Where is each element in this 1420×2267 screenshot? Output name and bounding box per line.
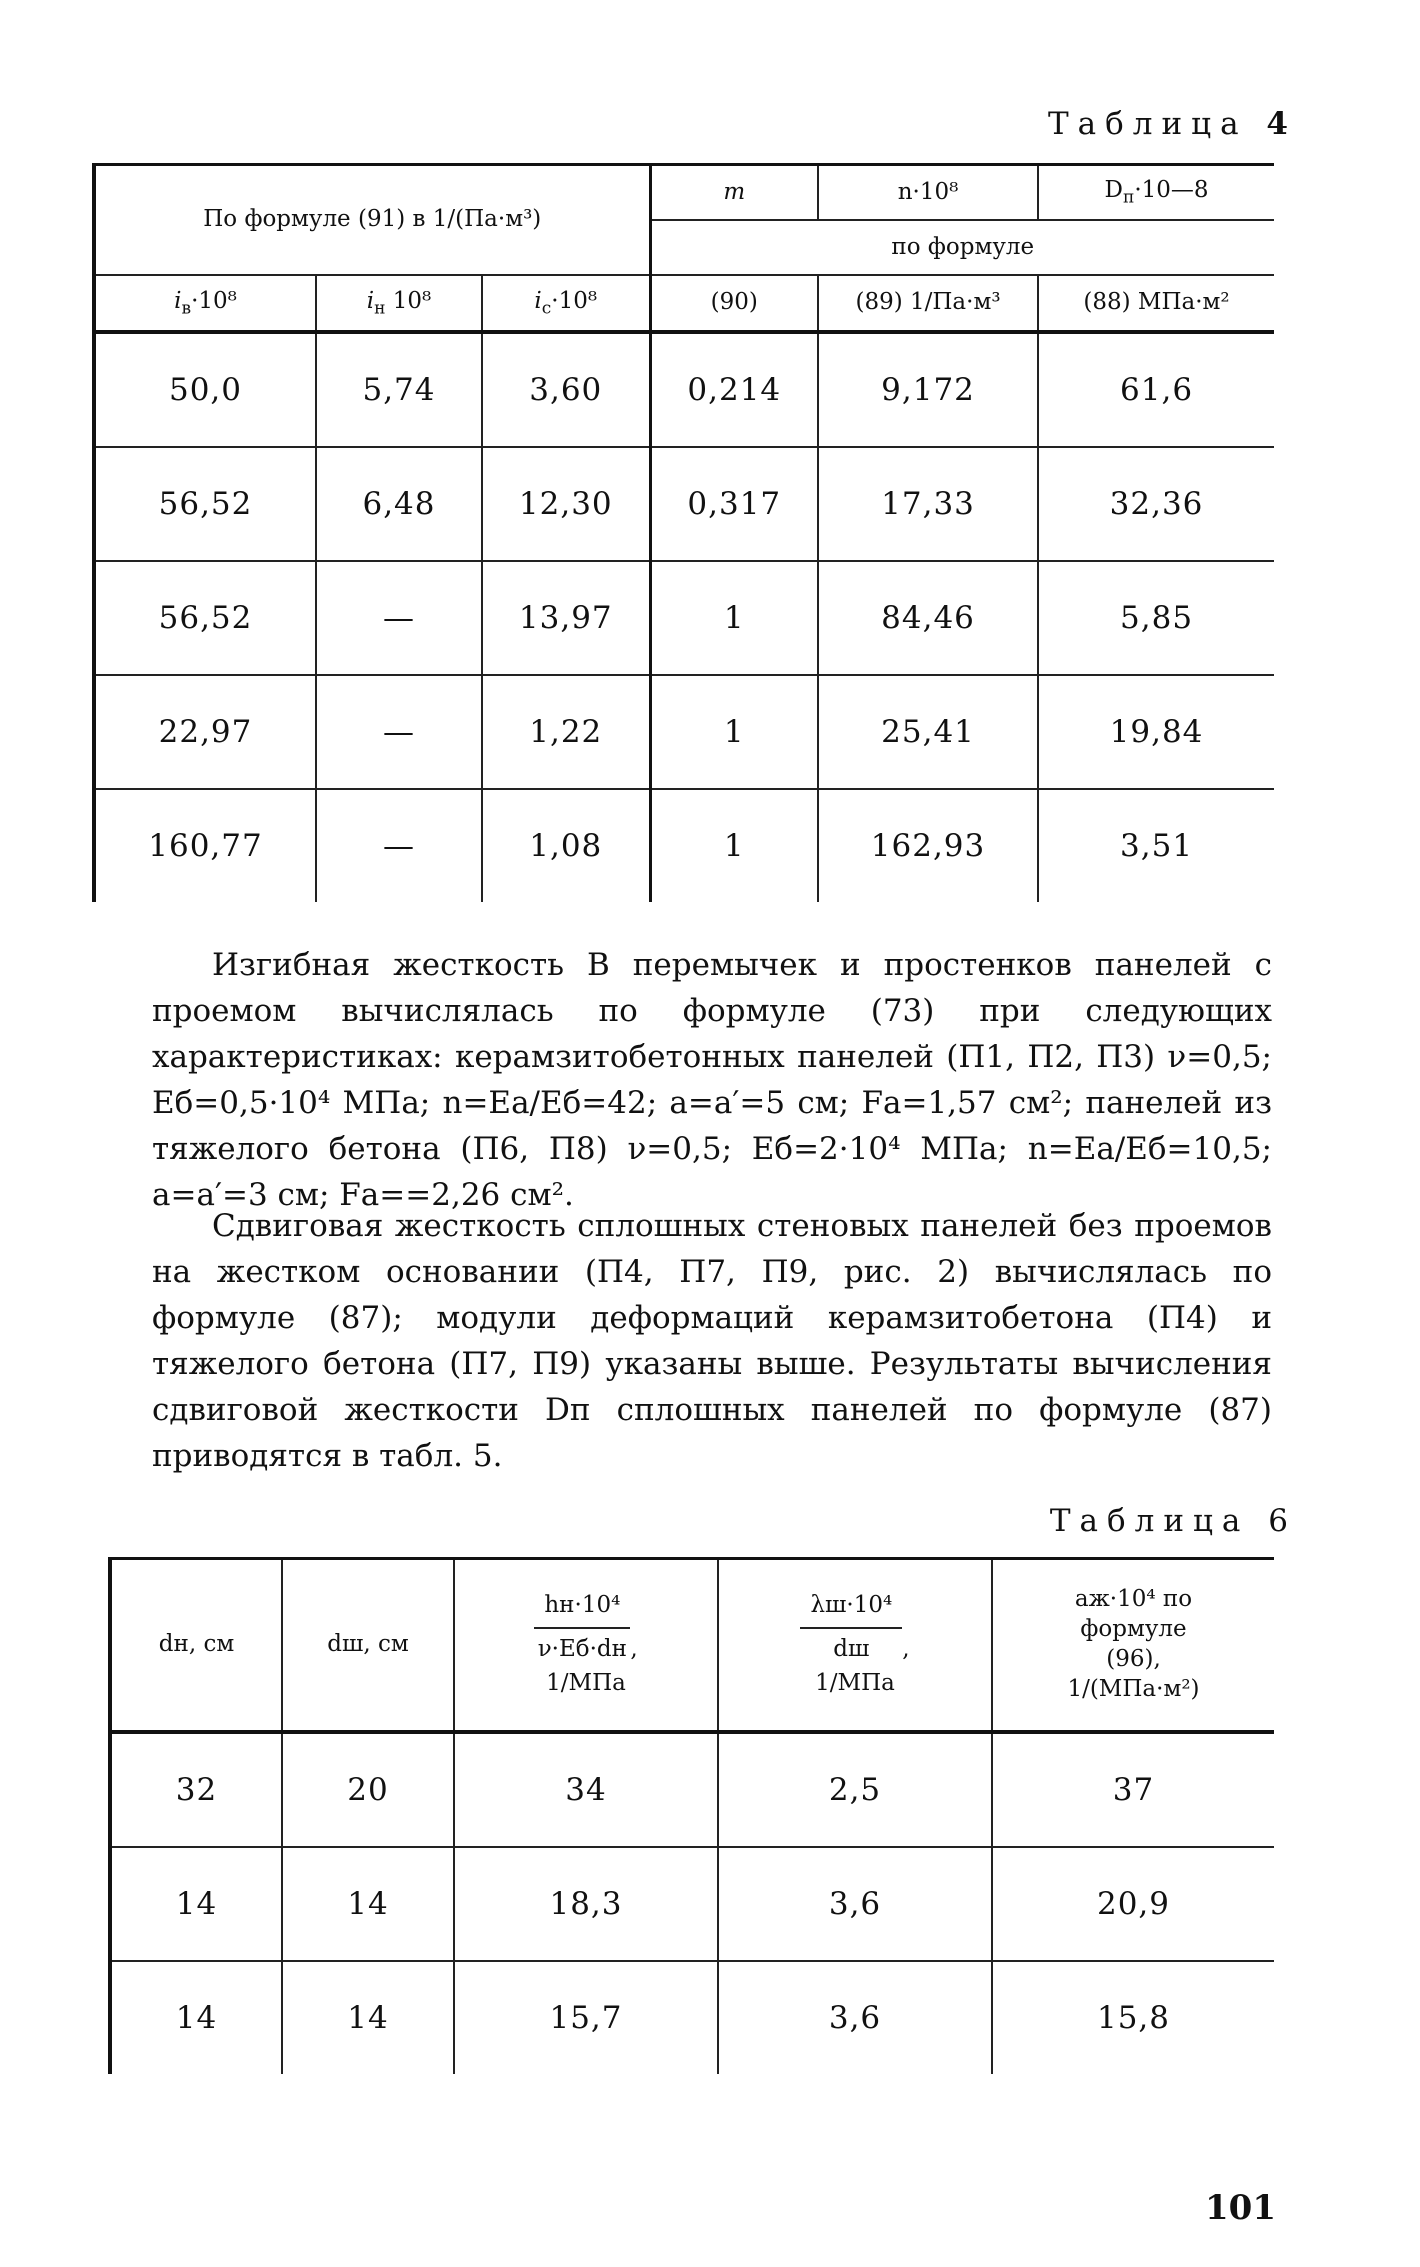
cell-dsh: 14	[282, 1847, 454, 1961]
cell-n: 17,33	[818, 447, 1038, 561]
table4-caption	[1048, 106, 1288, 142]
cell-dsh: 20	[282, 1732, 454, 1847]
table6-caption	[1050, 1503, 1288, 1539]
group-header-formula-91: По формуле (91) в 1/(Па·м³)	[94, 165, 650, 276]
table-4	[92, 163, 1274, 902]
cell-ic: 12,30	[482, 447, 650, 561]
cell-dp: 3,51	[1038, 789, 1274, 902]
cell-dp: 5,85	[1038, 561, 1274, 675]
cell-iv: 160,77	[94, 789, 316, 902]
header-in: $i_н$ 10⁸	[316, 275, 482, 332]
paragraph-shear-stiffness: Сдвиговая жесткость сплошных стеновых панелей без проемов на жестком основании (П4, П7, П9, рис. 2) вычислялась по формуле (87); модули деформаций керамзитобетона (П4) и тяжелого бетона (П7, П9) указаны выше. Результаты вычисления сдвиговой жесткости Dп сплошных панелей по формуле (87) приводятся в табл. 5.	[152, 1208, 1272, 1474]
header-formula-90: (90)	[650, 275, 818, 332]
cell-m: 0,317	[650, 447, 818, 561]
cell-in: —	[316, 789, 482, 902]
cell-hn: 18,3	[454, 1847, 718, 1961]
cell-hn: 15,7	[454, 1961, 718, 2074]
cell-n: 162,93	[818, 789, 1038, 902]
cell-in: 6,48	[316, 447, 482, 561]
cell-azh: 15,8	[992, 1961, 1274, 2074]
cell-azh: 20,9	[992, 1847, 1274, 1961]
paragraph-bending-stiffness: Изгибная жесткость B перемычек и простенков панелей с проемом вычислялась по формуле (73) при следующих характеристиках: керамзитобетонных панелей (П1, П2, П3) ν=0,5; Eб=0,5·10⁴ МПа; n=Eа/Eб=42; a=a′=5 см; Fа=1,57 см²; панелей из тяжелого бетона (П6, П8) ν=0,5; Eб=2·10⁴ МПа; n=Eа/Eб=10,5; a=a′=3 см; Fа==2,26 см².	[152, 947, 1272, 1213]
cell-in: 5,74	[316, 332, 482, 447]
header-lambda-fraction: $\frac{\text{λш·10⁴}}{dш}$ , 1/МПа	[718, 1559, 992, 1733]
cell-n: 9,172	[818, 332, 1038, 447]
cell-dn: 32	[110, 1732, 282, 1847]
header-ic: $i_с\cdot 10^8$	[482, 275, 650, 332]
table-row	[110, 1732, 1274, 1847]
cell-azh: 37	[992, 1732, 1274, 1847]
table-row	[94, 561, 1274, 675]
cell-ic: 13,97	[482, 561, 650, 675]
header-n: n·10⁸	[818, 165, 1038, 221]
table-row	[110, 1847, 1274, 1961]
table-row	[94, 332, 1274, 447]
cell-iv: 22,97	[94, 675, 316, 789]
cell-ic: 3,60	[482, 332, 650, 447]
page-number: 101	[1205, 2188, 1276, 2228]
header-iv: $i_в\cdot 10^8$	[94, 275, 316, 332]
table4-caption-number: 4	[1266, 106, 1288, 142]
cell-iv: 56,52	[94, 561, 316, 675]
table-6	[108, 1557, 1274, 2074]
cell-m: 1	[650, 789, 818, 902]
cell-dp: 19,84	[1038, 675, 1274, 789]
cell-m: 0,214	[650, 332, 818, 447]
table6-caption-word: Таблица	[1049, 1503, 1250, 1539]
cell-iv: 50,0	[94, 332, 316, 447]
cell-dn: 14	[110, 1847, 282, 1961]
header-hn-fraction: $\frac{\text{hн·10⁴}}{\nu\cdot Eб\cdot dн}$ , 1/МПа	[454, 1559, 718, 1733]
subgroup-by-formula: по формуле	[650, 220, 1274, 275]
table4-caption-word: Таблица	[1047, 106, 1248, 142]
cell-dp: 32,36	[1038, 447, 1274, 561]
cell-iv: 56,52	[94, 447, 316, 561]
header-dn: dн, см	[110, 1559, 282, 1733]
cell-dp: 61,6	[1038, 332, 1274, 447]
cell-n: 25,41	[818, 675, 1038, 789]
cell-n: 84,46	[818, 561, 1038, 675]
table-row	[94, 789, 1274, 902]
header-formula-88: (88) МПа·м²	[1038, 275, 1274, 332]
cell-lambda: 2,5	[718, 1732, 992, 1847]
cell-ic: 1,08	[482, 789, 650, 902]
cell-in: —	[316, 561, 482, 675]
table6-caption-number: 6	[1268, 1503, 1288, 1539]
cell-dn: 14	[110, 1961, 282, 2074]
cell-ic: 1,22	[482, 675, 650, 789]
table-row	[94, 675, 1274, 789]
table-row	[94, 447, 1274, 561]
cell-lambda: 3,6	[718, 1961, 992, 2074]
header-azh: aж·10⁴ по формуле (96), 1/(МПа·м²)	[992, 1559, 1274, 1733]
cell-hn: 34	[454, 1732, 718, 1847]
header-dp: $D_п\cdot 10—8$	[1038, 165, 1274, 221]
cell-m: 1	[650, 675, 818, 789]
header-formula-89: (89) 1/Па·м³	[818, 275, 1038, 332]
cell-in: —	[316, 675, 482, 789]
cell-m: 1	[650, 561, 818, 675]
cell-dsh: 14	[282, 1961, 454, 2074]
header-dsh: dш, см	[282, 1559, 454, 1733]
cell-lambda: 3,6	[718, 1847, 992, 1961]
table-row	[110, 1961, 1274, 2074]
header-m: m	[650, 165, 818, 221]
